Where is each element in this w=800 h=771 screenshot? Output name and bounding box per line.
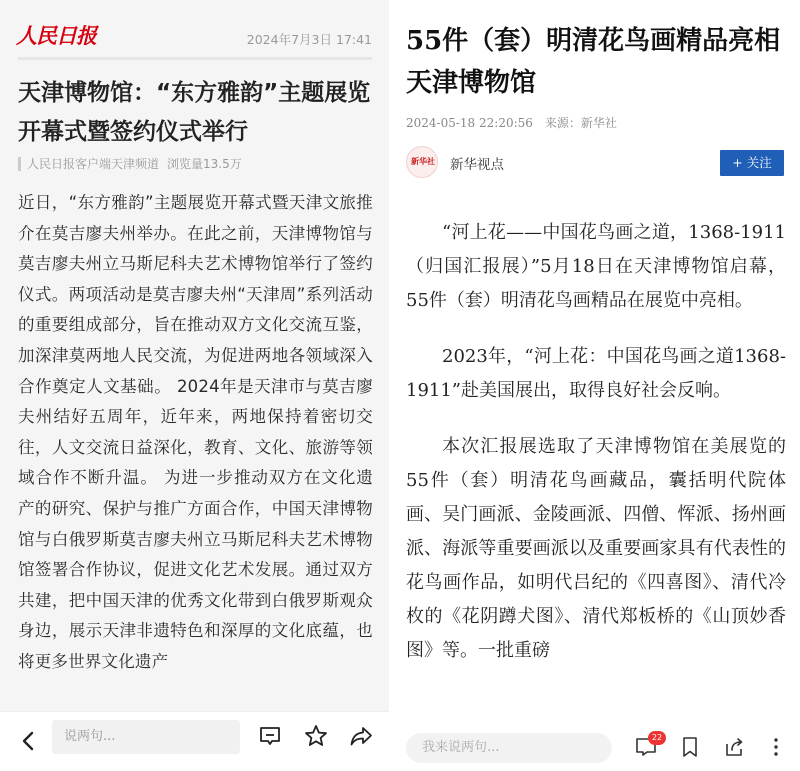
people-daily-logo[interactable]: 人民日报 [16,23,96,48]
view-count: 浏览量13.5万 [167,157,242,171]
article-title: 天津博物馆：“东方雅韵”主题展览开幕式暨签约仪式举行 [18,80,371,145]
account-row [406,146,784,180]
publish-date: 2024年7月3日 17:41 [246,32,372,47]
share-icon[interactable] [722,735,746,759]
left-header [0,0,390,60]
follow-button[interactable]: + 关注 [720,150,784,176]
article-source: 人民日报客户端天津频道 [27,157,160,171]
comment-input[interactable]: 说两句... [52,720,240,754]
star-icon[interactable] [303,723,329,749]
article-title: 55件（套）明清花鸟画精品亮相天津博物馆 [406,26,781,98]
article-body: 近日，“东方雅韵”主题展览开幕式暨天津文旅推介在莫吉廖夫州举办。在此之前，天津博物馆与莫吉廖夫州立马斯尼科夫艺术博物馆举行了签约仪式。两项活动是莫吉廖夫州“天津周”系列活动的重要组成部分，旨在推动双方文化交流互鉴，加深津莫两地人民交流，为促进两地各领域深入合作奠定人文基础。 2024年是天津市与莫吉廖夫州结好五周年，近年来，两地保持着密切交往，人文交流日益深化，教育、文化、旅游等领域合作不断升温。 为进一步推动双方在文化遗产的研究、保护与推广方面合作，中国天津博物馆与白俄罗斯莫吉廖夫州立马斯尼科夫艺术博物馆签署合作协议，促进文化艺术发展。通过双方共建，把中国天津的优秀文化带到白俄罗斯观众身边，展示天津非遗特色和深厚的文化底蕴，也将更多世界文化遗产 [18,193,373,671]
bookmark-icon[interactable] [678,735,702,759]
article-meta [406,114,629,131]
paragraph: 本次汇报展选取了天津博物馆在美展览的55件（套）明清花鸟画藏品，囊括明代院体画、吴门画派、金陵画派、四僧、恽派、扬州画派、海派等重要画派以及重要画家具有代表性的花鸟画作品，如明代吕纪的《四喜图》、清代冷枚的《花阴蹲犬图》、清代郑板桥的《山顶妙香图》等。一批重磅 [406,436,786,661]
comment-count-badge: 22 [648,731,666,745]
right-article-panel [390,0,800,771]
back-arrow-icon[interactable] [18,726,40,756]
share-icon[interactable] [348,723,374,749]
paragraph: 2023年，“河上花：中国花鸟画之道1368-1911”赴美国展出，取得良好社会反响。 [406,346,786,401]
comment-icon[interactable] [257,723,283,749]
avatar-logo-text: 新华社 [411,156,435,166]
article-source: 来源：新华社 [544,116,617,130]
left-bottom-bar [0,711,390,771]
article-meta [18,157,250,171]
account-name[interactable]: 新华视点 [450,157,504,173]
article-body [406,216,786,690]
right-bottom-bar [390,711,800,771]
comment-input[interactable]: 我来说两句... [406,733,612,763]
publish-datetime: 2024-05-18 22:20:56 [406,116,533,130]
paragraph: “河上花——中国花鸟画之道，1368-1911（归国汇报展）”5月18日在天津博物馆启幕，55件（套）明清花鸟画精品在展览中亮相。 [406,222,786,311]
xinhua-avatar[interactable] [406,146,438,178]
header-divider [18,57,372,60]
more-options-icon[interactable] [764,735,788,759]
left-article-panel [0,0,390,771]
